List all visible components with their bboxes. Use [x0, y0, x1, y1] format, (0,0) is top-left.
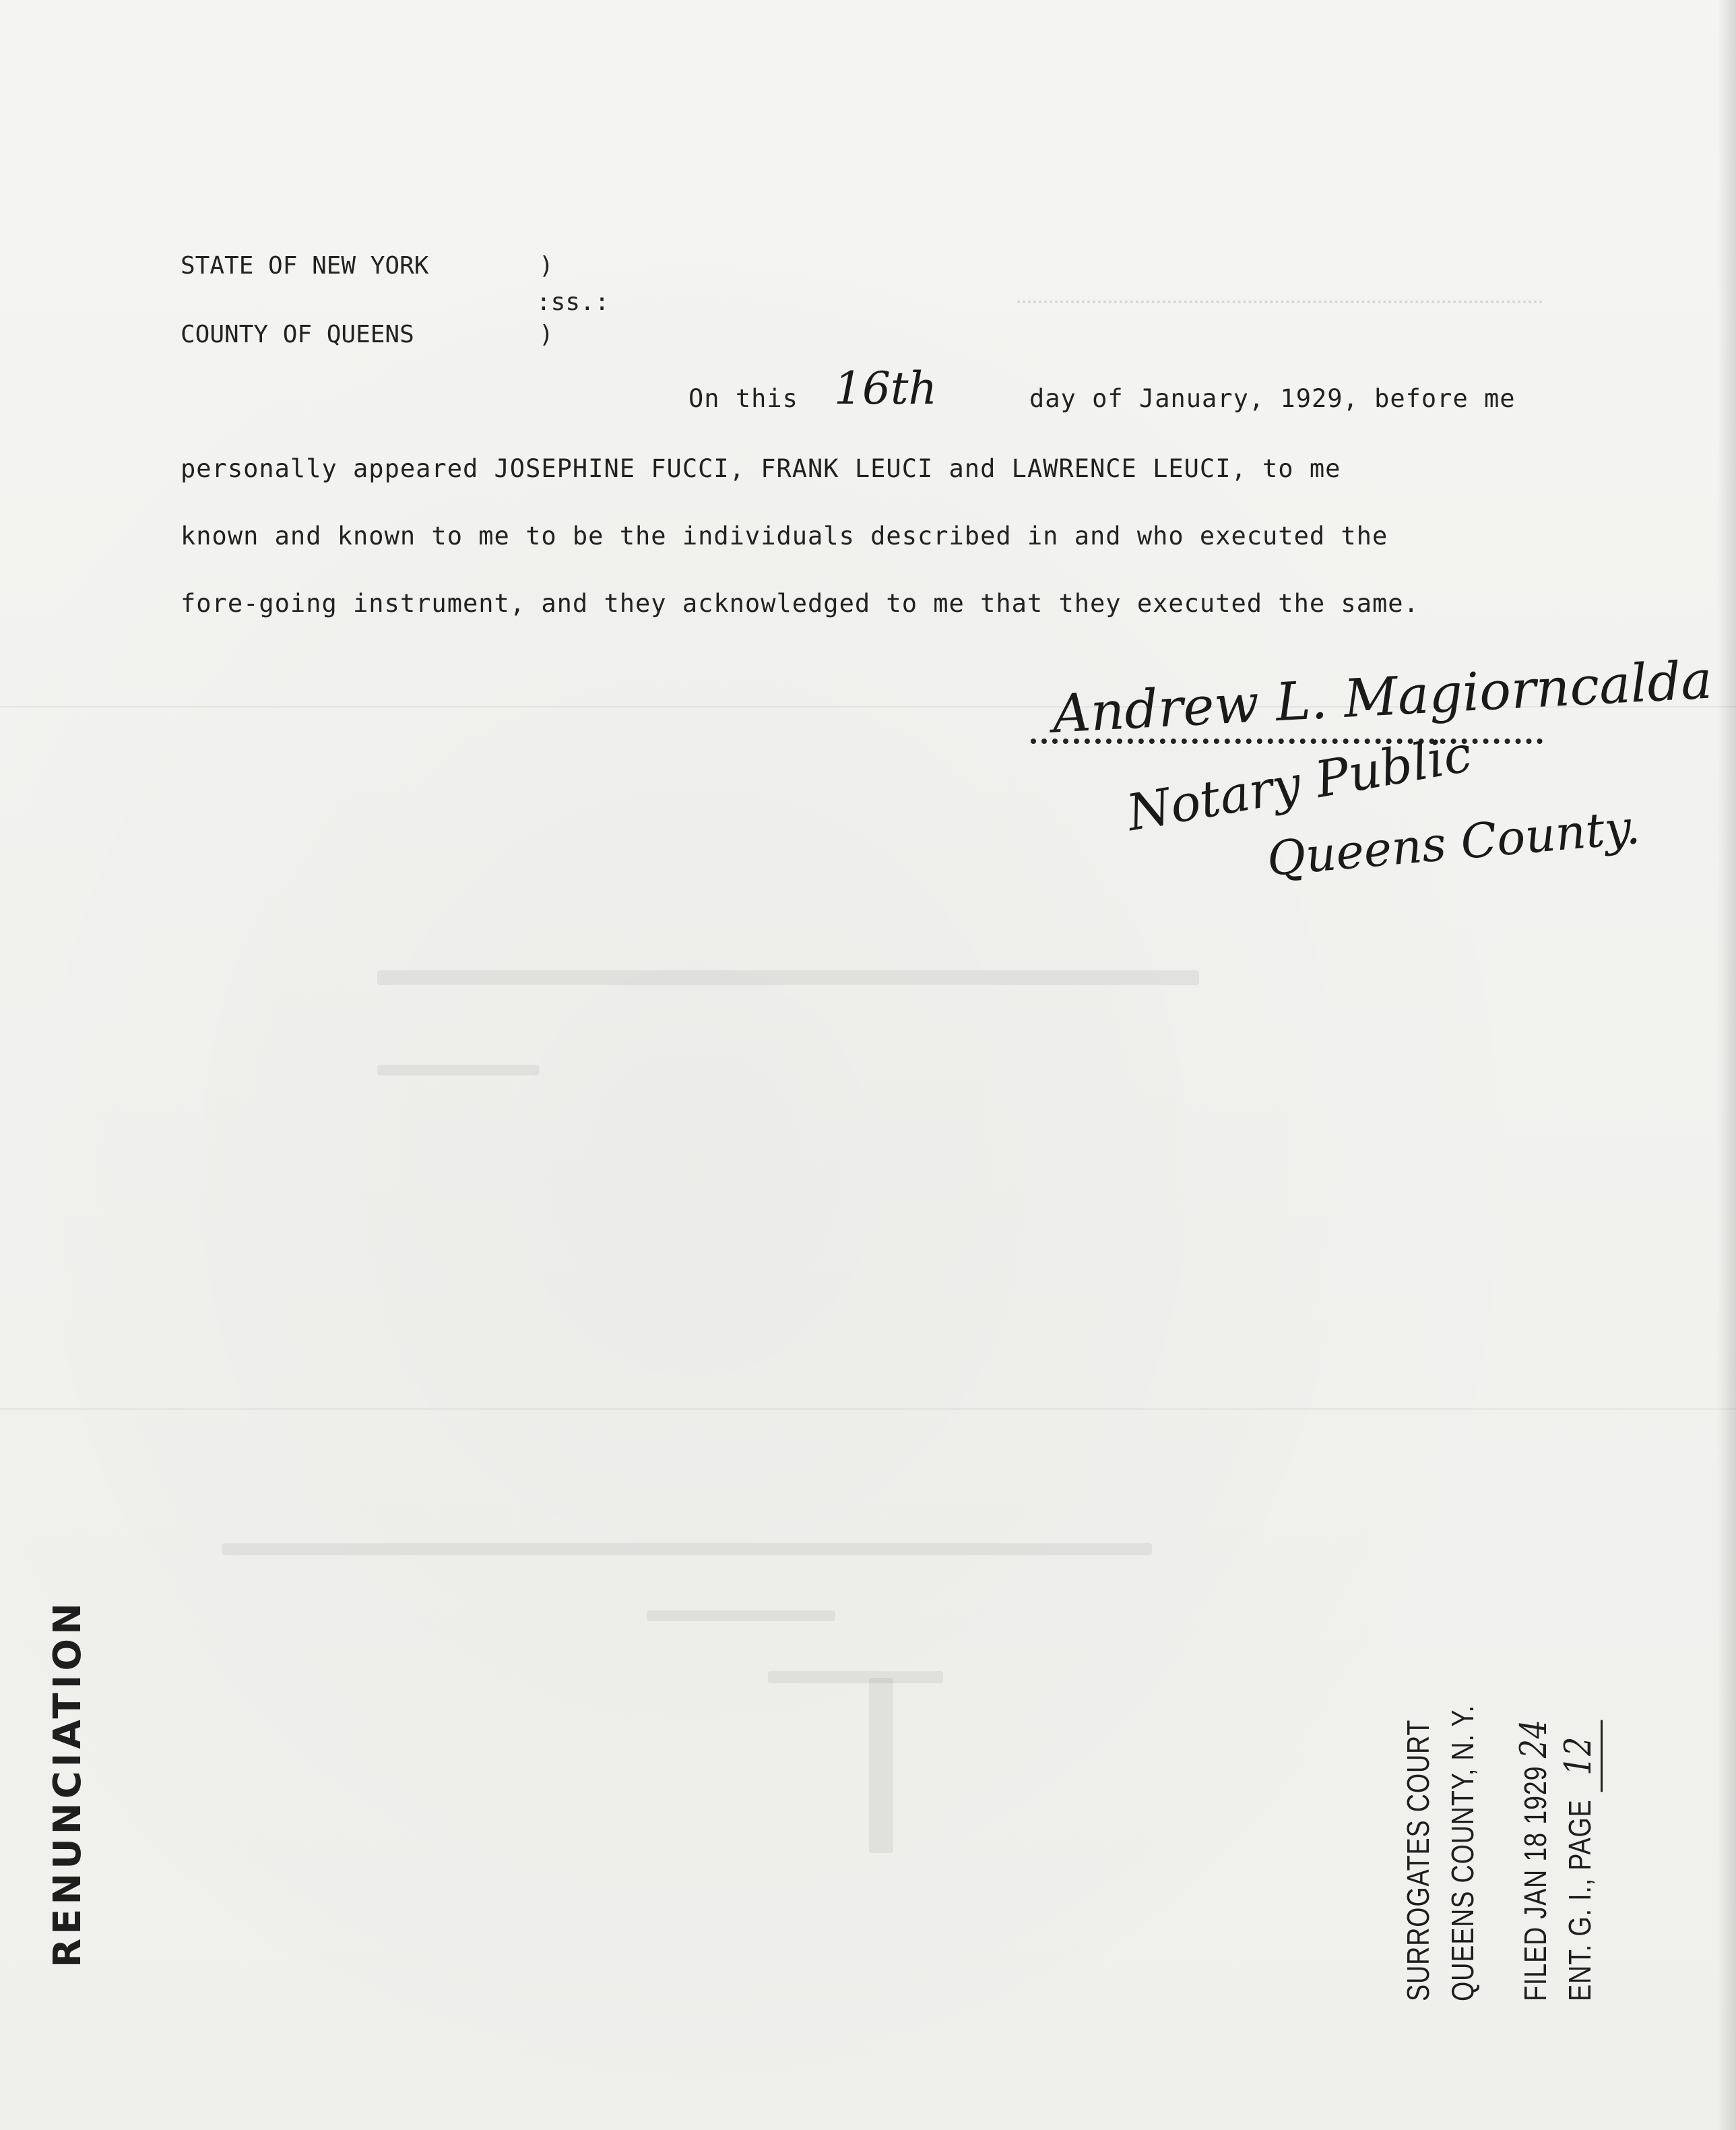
ack-day-rest: day of January, 1929, before me — [1029, 384, 1516, 413]
stamp-county: QUEENS COUNTY, N. Y. — [1445, 1705, 1480, 2001]
ack-on-this: On this — [688, 384, 798, 413]
ack-line-2: personally appeared JOSEPHINE FUCCI, FRANK LEUCI and LAWRENCE LEUCI, to me — [181, 454, 1341, 483]
venue-county: COUNTY OF QUEENS — [181, 321, 414, 348]
stamp-filed-date: JAN 18 1929 — [1518, 1765, 1553, 1919]
stamp-ent-row — [1556, 1648, 1601, 2001]
stamp-court: SURROGATES COURT — [1401, 1719, 1436, 2001]
stamp-ent-label: ENT. G. I., PAGE — [1562, 1799, 1597, 2001]
page-edge-shadow — [1717, 0, 1736, 2130]
stamp-book-handwritten: 24 — [1512, 1719, 1555, 1759]
ack-day-handwritten: 16th — [834, 363, 938, 414]
ack-line-4: fore-going instrument, and they acknowledged to me that they executed the same. — [181, 589, 1419, 618]
venue-paren-bottom: ) — [539, 321, 554, 348]
stamp-filed-row — [1512, 1648, 1556, 2001]
stamp-filed-label: FILED — [1518, 1926, 1553, 2001]
ack-line-3: known and known to me to be the individuals described in and who executed the — [181, 522, 1388, 551]
renunciation-label: RENUNCIATION — [46, 1598, 90, 1968]
bleed-through-mark — [377, 970, 1199, 985]
venue-state: STATE OF NEW YORK — [181, 252, 429, 280]
venue-ss: :ss.: — [536, 288, 610, 316]
bleed-through-mark — [869, 1678, 893, 1853]
stamp-page-handwritten: 12 — [1556, 1720, 1603, 1792]
notary-title: Notary Public — [1122, 724, 1477, 843]
notary-county: Queens County. — [1264, 798, 1642, 887]
bleed-through-mark — [222, 1543, 1152, 1555]
fold-line — [0, 1408, 1736, 1410]
bleed-through-mark — [377, 1065, 539, 1075]
bleed-through-mark — [768, 1671, 943, 1683]
notary-signature: Andrew L. Magiorncalda — [1051, 650, 1714, 745]
bleed-through-mark — [647, 1610, 835, 1621]
filing-stamp — [1396, 1570, 1601, 2001]
venue-paren-top: ) — [539, 252, 554, 280]
faint-dotted-line — [1017, 301, 1543, 303]
